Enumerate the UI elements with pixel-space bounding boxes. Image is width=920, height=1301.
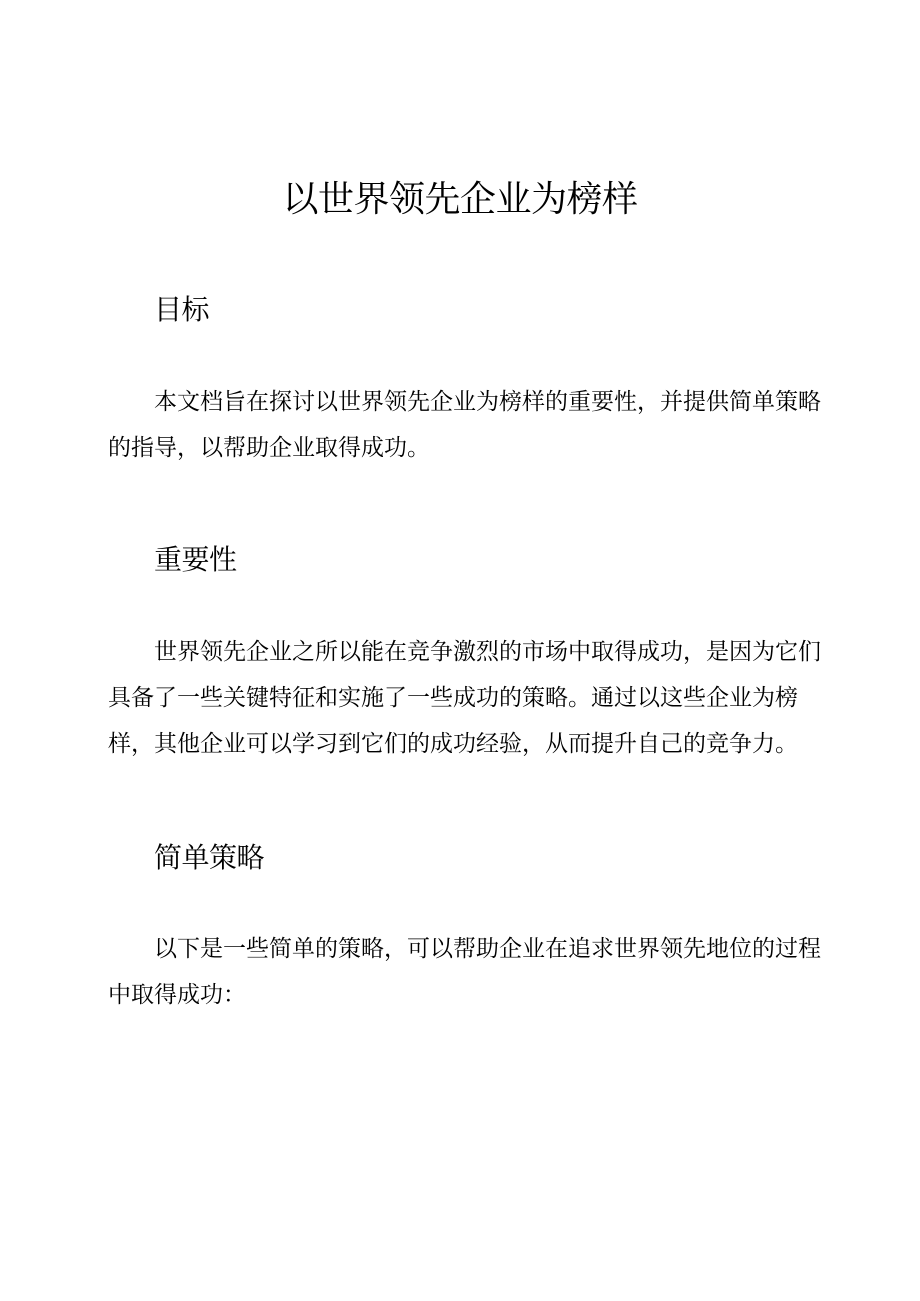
section-heading-strategy: 简单策略 [154, 841, 265, 874]
section-paragraph-strategy: 以下是一些简单的策略，可以帮助企业在追求世界领先地位的过程中取得成功： [108, 936, 821, 1008]
page-title: 以世界领先企业为榜样 [282, 179, 638, 220]
section-heading-importance: 重要性 [154, 543, 237, 576]
section-paragraph-importance: 世界领先企业之所以能在竞争激烈的市场中取得成功，是因为它们具备了一些关键特征和实施了一些成功的策略。通过以这些企业为榜样，其他企业可以学习到它们的成功经验，从而提升自己的竞争力。 [108, 639, 821, 757]
section-heading-goal: 目标 [154, 293, 210, 326]
section-paragraph-goal: 本文档旨在探讨以世界领先企业为榜样的重要性，并提供简单策略的指导，以帮助企业取得成功。 [108, 389, 821, 461]
